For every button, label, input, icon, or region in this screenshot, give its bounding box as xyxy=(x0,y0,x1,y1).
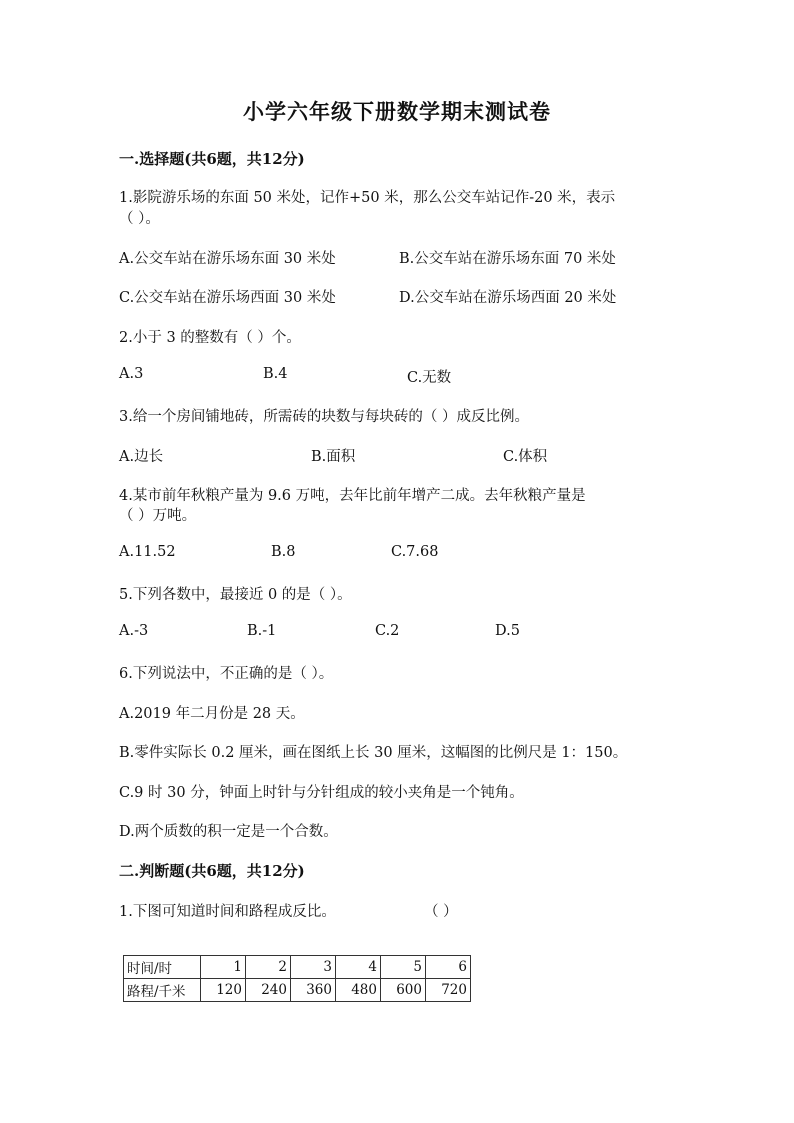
q6-option-c: C.9 时 30 分，钟面上时针与分针组成的较小夹角是一个钝角。 xyxy=(119,785,524,801)
table-cell: 480 xyxy=(336,979,381,1002)
q4-text-line1: 4.某市前年秋粮产量为 9.6 万吨，去年比前年增产二成。去年秋粮产量是 xyxy=(119,488,586,504)
table-cell: 240 xyxy=(246,979,291,1002)
q1-text-line2: （ ）。 xyxy=(119,211,160,227)
time-distance-table xyxy=(123,955,471,1002)
q6-option-d: D.两个质数的积一定是一个合数。 xyxy=(119,824,338,840)
q2-option-a: A.3 xyxy=(119,366,144,382)
q2-option-c: C.无数 xyxy=(407,370,452,386)
table-cell: 3 xyxy=(291,956,336,979)
q2-text: 2.小于 3 的整数有（ ）个。 xyxy=(119,330,301,346)
section2-heading: 二.判断题(共6题，共12分) xyxy=(119,862,305,880)
table-cell: 360 xyxy=(291,979,336,1002)
q1-text-line1: 1.影院游乐场的东面 50 米处，记作+50 米，那么公交车站记作-20 米，表示 xyxy=(119,190,616,206)
q4-option-a: A.11.52 xyxy=(119,544,176,560)
q3-option-c: C.体积 xyxy=(503,449,548,465)
q5-text: 5.下列各数中，最接近 0 的是（ ）。 xyxy=(119,587,352,603)
q5-option-b: B.-1 xyxy=(247,623,277,639)
q5-option-a: A.-3 xyxy=(119,623,149,639)
q5-option-c: C.2 xyxy=(375,623,400,639)
q1-option-c: C.公交车站在游乐场西面 30 米处 xyxy=(119,290,336,306)
table-cell: 6 xyxy=(426,956,471,979)
judge-q1-text: 1.下图可知道时间和路程成反比。 xyxy=(119,904,336,920)
table-cell: 2 xyxy=(246,956,291,979)
q1-option-b: B.公交车站在游乐场东面 70 米处 xyxy=(399,251,616,267)
q6-option-a: A.2019 年二月份是 28 天。 xyxy=(119,706,305,722)
judge-q1-blank: （ ） xyxy=(424,904,458,920)
q3-text: 3.给一个房间铺地砖，所需砖的块数与每块砖的（ ）成反比例。 xyxy=(119,409,529,425)
table-cell: 720 xyxy=(426,979,471,1002)
table-cell: 120 xyxy=(201,979,246,1002)
q4-text-line2: （ ）万吨。 xyxy=(119,508,197,524)
q3-option-a: A.边长 xyxy=(119,449,164,465)
q5-option-d: D.5 xyxy=(495,623,520,639)
q6-option-b: B.零件实际长 0.2 厘米，画在图纸上长 30 厘米，这幅图的比例尺是 1：150。 xyxy=(119,745,628,761)
q4-option-c: C.7.68 xyxy=(391,544,439,560)
table-row xyxy=(124,956,471,979)
q3-option-b: B.面积 xyxy=(311,449,356,465)
table-row-label-distance: 路程/千米 xyxy=(124,979,201,1002)
q1-option-a: A.公交车站在游乐场东面 30 米处 xyxy=(119,251,336,267)
table-row xyxy=(124,979,471,1002)
q4-option-b: B.8 xyxy=(271,544,296,560)
q6-text: 6.下列说法中，不正确的是（ ）。 xyxy=(119,666,334,682)
page-title: 小学六年级下册数学期末测试卷 xyxy=(243,99,551,124)
table-cell: 600 xyxy=(381,979,426,1002)
table-row-label-time: 时间/时 xyxy=(124,956,201,979)
table-cell: 1 xyxy=(201,956,246,979)
section1-heading: 一.选择题(共6题，共12分) xyxy=(119,150,305,168)
q2-option-b: B.4 xyxy=(263,366,288,382)
table-cell: 4 xyxy=(336,956,381,979)
q1-option-d: D.公交车站在游乐场西面 20 米处 xyxy=(399,290,617,306)
table-cell: 5 xyxy=(381,956,426,979)
